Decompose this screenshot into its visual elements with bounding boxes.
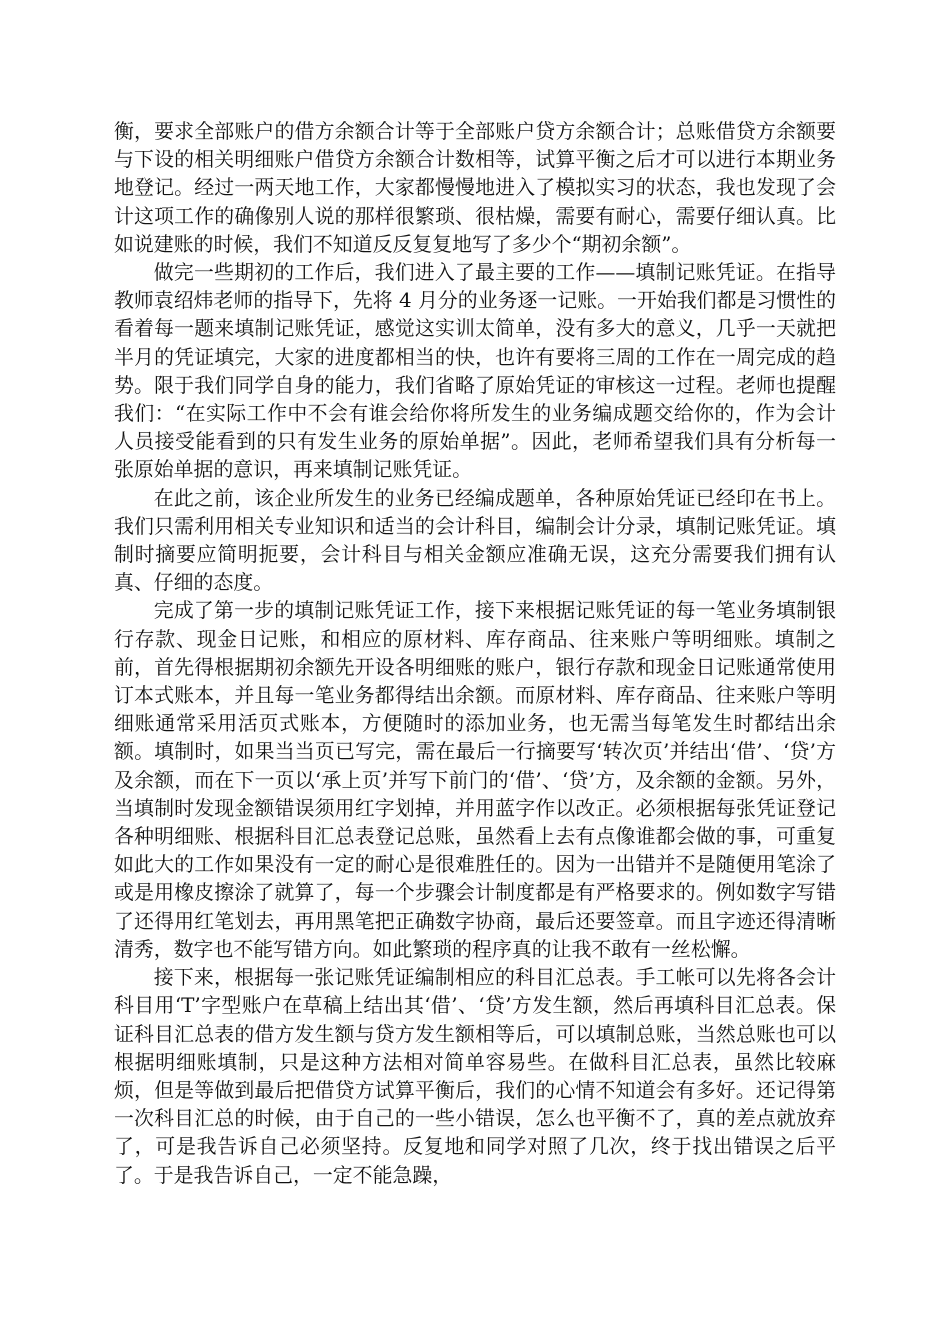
paragraph-5: 接下来，根据每一张记账凭证编制相应的科目汇总表。手工帐可以先将各会计科目用‘T’字型账户在草稿上结出其‘借’、‘贷’方发生额，然后再填科目汇总表。保证科目汇总表的借方发生额与贷方发生额相等后，可以填制总账，当然总账也可以根据明细账填制，只是这种方法相对简单容易些。在做科目汇总表，虽然比较麻烦，但是等做到最后把借贷方试算平衡后，我们的心情不知道会有多好。还记得第一次科目汇总的时候，由于自己的一些小错误，怎么也平衡不了，真的差点就放弃了，可是我告诉自己必须坚持。反复地和同学对照了几次，终于找出错误之后平了。于是我告诉自己，一定不能急躁， [114, 966, 836, 1187]
paragraph-2: 做完一些期初的工作后，我们进入了最主要的工作——填制记账凭证。在指导教师袁绍炜老师的指导下，先将 4 月分的业务逐一记账。一开始我们都是习惯性的看着每一题来填制记账凭证，感觉这实训太简单，没有多大的意义，几乎一天就把半月的凭证填完，大家的进度都相当的快，也许有要将三周的工作在一周完成的趋势。限于我们同学自身的能力，我们省略了原始凭证的审核这一过程。老师也提醒我们：“在实际工作中不会有谁会给你将所发生的业务编成题交给你的，作为会计人员接受能看到的只有发生业务的原始单据”。因此，老师希望我们具有分析每一张原始单据的意识，再来填制记账凭证。 [114, 261, 836, 482]
paragraph-3: 在此之前，该企业所发生的业务已经编成题单，各种原始凭证已经印在书上。我们只需利用相关专业知识和适当的会计科目，编制会计分录，填制记账凭证。填制时摘要应简明扼要，会计科目与相关金额应准确无误，这充分需要我们拥有认真、仔细的态度。 [114, 486, 836, 595]
paragraph-1: 衡，要求全部账户的借方余额合计等于全部账户贷方余额合计；总账借贷方余额要与下设的相关明细账户借贷方余额合计数相等，试算平衡之后才可以进行本期业务地登记。经过一两天地工作，大家都慢慢地进入了模拟实习的状态，我也发现了会计这项工作的确像别人说的那样很繁琐、很枯燥，需要有耐心，需要仔细认真。比如说建账的时候，我们不知道反反复复地写了多少个“期初余额”。 [114, 120, 836, 256]
document-page [114, 118, 836, 1190]
paragraph-4: 完成了第一步的填制记账凭证工作，接下来根据记账凭证的每一笔业务填制银行存款、现金日记账，和相应的原材料、库存商品、往来账户等明细账。填制之前，首先得根据期初余额先开设各明细账的账户，银行存款和现金日记账通常使用订本式账本，并且每一笔业务都得结出余额。而原材料、库存商品、往来账户等明细账通常采用活页式账本，方便随时的添加业务，也无需当每笔发生时都结出余额。填制时，如果当当页已写完，需在最后一行摘要写‘转次页’并结出‘借’、‘贷’方及余额，而在下一页以‘承上页’并写下前门的‘借’、‘贷’方，及余额的金额。另外，当填制时发现金额错误须用红字划掉，并用蓝字作以改正。必须根据每张凭证登记各种明细账、根据科目汇总表登记总账，虽然看上去有点像谁都会做的事，可重复如此大的工作如果没有一定的耐心是很难胜任的。因为一出错并不是随便用笔涂了或是用橡皮擦涂了就算了，每一个步骤会计制度都是有严格要求的。例如数字写错了还得用红笔划去，再用黑笔把正确数字协商，最后还要签章。而且字迹还得清晰清秀，数字也不能写错方向。如此繁琐的程序真的让我不敢有一丝松懈。 [114, 599, 836, 961]
